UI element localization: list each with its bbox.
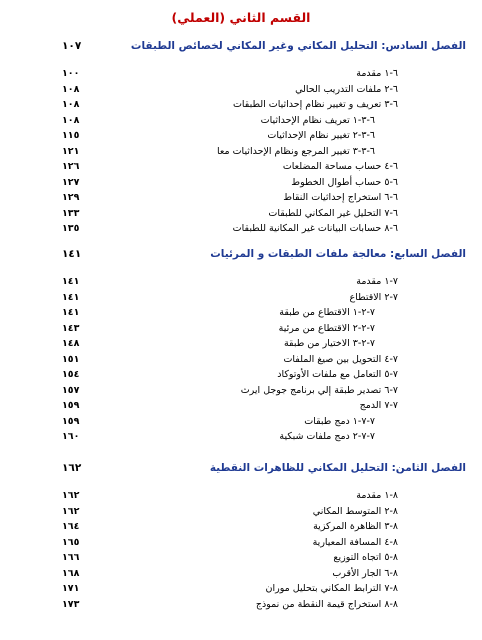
toc-entry-page-number: ١٧١ <box>62 583 80 594</box>
toc-entry-title: ٦-٣-٣ تغيير المرجع ونظام الإحداثيات معا <box>217 145 375 157</box>
toc-entry-page-number: ١٦٠ <box>62 431 80 442</box>
toc-entry-title: ٧-٢-٢ الاقتطاع من مرئية <box>278 322 375 334</box>
toc-entry <box>0 568 482 582</box>
chapter-title: الفصل السادس: التحليل المكاني وغير المكاني لخصائص الطبقات <box>130 40 466 52</box>
toc-entry-title: ٦-٥ حساب أطوال الخطوط <box>291 176 398 188</box>
toc-entry-page-number: ١٦٢ <box>62 505 80 517</box>
toc-entry-page-number: ١٧٣ <box>62 598 80 610</box>
toc-entry <box>0 307 482 321</box>
toc-entry-page-number: ١٦٦ <box>62 552 80 563</box>
toc-entry <box>0 161 482 175</box>
toc-entry-page-number: ١٠٨ <box>62 99 80 110</box>
toc-entry-page-number: ١٤١ <box>62 291 80 303</box>
toc-entry-title: ٦-٣ تعريف و تغيير نظام إحداثيات الطبقات <box>232 99 398 110</box>
toc-entry-title: ٨-٤ المسافة المعيارية <box>312 536 398 548</box>
toc-entry <box>0 208 482 222</box>
toc-entry <box>0 599 482 613</box>
toc-entry-title: ٨-٧ الترابط المكاني بتحليل موران <box>265 583 398 594</box>
toc-entry-page-number: ١٥٩ <box>62 415 80 427</box>
toc-entry-page-number: ١٢١ <box>62 145 80 157</box>
toc-entry-page-number: ١٢٦ <box>62 161 80 172</box>
toc-entry <box>0 146 482 160</box>
toc-entry <box>0 338 482 352</box>
toc-entry <box>0 583 482 597</box>
toc-entry-title: ٧-٢-١ الاقتطاع من طبقة <box>279 307 375 318</box>
toc-entry-page-number: ١٠٠ <box>62 68 80 79</box>
toc-entry-page-number: ١٥٩ <box>62 400 80 411</box>
toc-entry <box>0 115 482 129</box>
toc-entry-page-number: ١٢٧ <box>62 176 80 188</box>
toc-entry <box>0 490 482 504</box>
toc-entry-title: ٦-٧ التحليل غير المكاني للطبقات <box>268 207 398 219</box>
toc-entry <box>0 292 482 306</box>
toc-entry <box>0 68 482 82</box>
toc-entry-title: ٨-٨ استخراج قيمة النقطة من نموذج <box>255 598 398 610</box>
chapter-page-number: ١٤١ <box>62 248 82 260</box>
toc-entry-title: ٦-٦ استخراج إحداثيات النقاط <box>283 192 398 203</box>
toc-entry <box>0 416 482 430</box>
toc-entry-page-number: ١١٥ <box>62 130 80 141</box>
toc-entry <box>0 400 482 414</box>
toc-entry-title: ٦-٣-١ تعريف نظام الإحداثيات <box>260 114 375 126</box>
toc-entry <box>0 369 482 383</box>
toc-entry-page-number: ١٣٣ <box>62 207 80 219</box>
toc-entry-page-number: ١٤٣ <box>62 322 80 334</box>
toc-entry <box>0 99 482 113</box>
chapter-heading <box>40 248 466 266</box>
toc-entry-title: ٧-٢-٣ الاختيار من طبقة <box>283 338 375 349</box>
toc-entry <box>0 130 482 144</box>
toc-entry-page-number: ١٦٤ <box>62 521 80 532</box>
toc-entry-title: ٨-٥ اتجاه التوزيع <box>333 552 398 563</box>
toc-entry <box>0 276 482 290</box>
toc-entry-title: ٦-١ مقدمة <box>356 68 398 79</box>
toc-entry-page-number: ١٦٢ <box>62 490 80 501</box>
toc-entry <box>0 354 482 368</box>
toc-entry-title: ٧-١ مقدمة <box>356 276 398 287</box>
toc-entry-title: ٧-٦ تصدير طبقة إلي برنامج جوجل ايرث <box>240 384 398 396</box>
toc-entry <box>0 323 482 337</box>
toc-entry <box>0 223 482 237</box>
chapter-page-number: ١٠٧ <box>62 40 82 52</box>
chapter-page-number: ١٦٢ <box>62 462 82 474</box>
toc-entry-page-number: ١٣٥ <box>62 223 80 234</box>
chapter-heading <box>40 462 466 480</box>
toc-entry-title: ٨-٣ الظاهرة المركزية <box>313 521 398 532</box>
toc-entry-title: ٦-٤ حساب مساحة المضلعات <box>282 161 398 172</box>
toc-entry <box>0 506 482 520</box>
toc-entry-page-number: ١٥١ <box>62 353 80 365</box>
toc-entry <box>0 84 482 98</box>
toc-entry-page-number: ١٦٥ <box>62 536 80 548</box>
toc-entry-title: ٧-٧ الدمج <box>359 400 398 411</box>
chapter-title: الفصل الثامن: التحليل المكاني للظاهرات النقطية <box>209 462 466 474</box>
toc-entry <box>0 385 482 399</box>
toc-entry-page-number: ١٥٧ <box>62 384 80 396</box>
toc-entry <box>0 177 482 191</box>
toc-entry <box>0 431 482 445</box>
toc-entry-title: ٧-٤ التحويل بين صيغ الملفات <box>283 353 398 365</box>
toc-entry-page-number: ١٦٨ <box>62 567 80 579</box>
toc-entry-page-number: ١٤١ <box>62 276 80 287</box>
toc-entry-page-number: ١٥٤ <box>62 369 80 380</box>
toc-entry <box>0 552 482 566</box>
chapter-title: الفصل السابع: معالجة ملفات الطبقات و المرئيات <box>210 248 466 260</box>
toc-entry <box>0 192 482 206</box>
toc-entry-title: ٧-٥ التعامل مع ملفات الأوتوكاد <box>277 369 398 380</box>
toc-entry <box>0 521 482 535</box>
toc-entry-page-number: ١٤١ <box>62 307 80 318</box>
toc-entry-page-number: ١٠٨ <box>62 114 80 126</box>
toc-entry-title: ٦-٢ ملفات التدريب الحالي <box>295 83 398 95</box>
toc-entry-title: ٨-١ مقدمة <box>356 490 398 501</box>
toc-entry-title: ٨-٢ المتوسط المكاني <box>312 505 398 517</box>
toc-entry-title: ٧-٧-٢ دمج ملفات شبكية <box>279 431 375 442</box>
toc-entry <box>0 537 482 551</box>
toc-entry-title: ٧-٧-١ دمج طبقات <box>304 415 375 427</box>
toc-entry-title: ٦-٣-٢ تغيير نظام الإحداثيات <box>267 130 375 141</box>
toc-entry-title: ٦-٨ حسابات البيانات غير المكانية للطبقات <box>232 223 398 234</box>
part-title: القسم الثاني (العملي) <box>171 10 311 25</box>
toc-entry-title: ٨-٦ الجار الأقرب <box>332 567 398 579</box>
toc-entry-page-number: ١٢٩ <box>62 192 80 203</box>
chapter-heading <box>40 40 466 58</box>
toc-entry-title: ٧-٢ الاقتطاع <box>349 291 398 303</box>
toc-entry-page-number: ١٤٨ <box>62 338 80 349</box>
toc-entry-page-number: ١٠٨ <box>62 83 80 95</box>
